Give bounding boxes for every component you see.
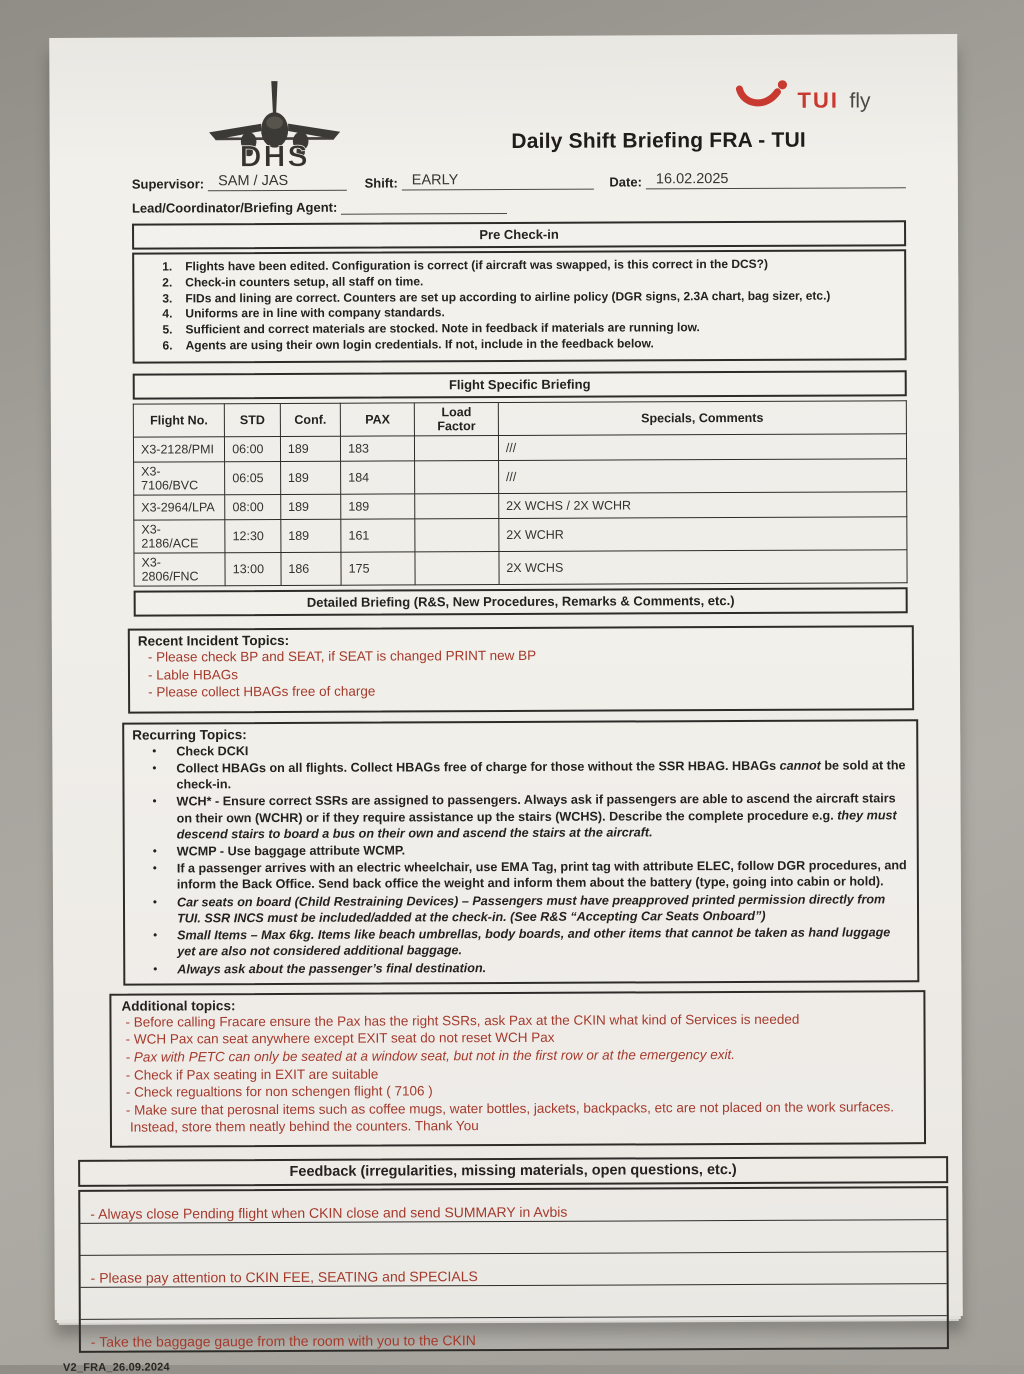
text-segment: Small Items – Max 6kg. Items like beach umbrellas, body boards, and other items that cannot be taken as hand luggage yet are also not considered additional baggage. [177,925,891,959]
bullet-icon: • [153,929,158,942]
column-header: STD [225,403,281,436]
table-cell: 175 [341,552,415,585]
additional-topic-item: - Pax with PETC can only be seated at a window seat, but not in the first row or at the emergency exit. [125,1046,735,1065]
pre-checkin-header: Pre Check-in [132,220,906,249]
table-cell: X3-2806/FNC [134,553,225,586]
feedback-row [80,1220,946,1256]
bullet-icon: • [152,845,157,858]
bullet-icon: • [152,762,157,775]
text-segment: be sold at the check-in. [176,758,906,792]
recent-incident-item: - Please check BP and SEAT, if SEAT is changed PRINT new BP [147,647,537,665]
recurring-topic-text [176,743,248,760]
table-cell: 161 [341,519,415,552]
table-cell [415,518,499,551]
recurring-topic-text [177,924,909,960]
pre-checkin-list [132,249,906,363]
pre-checkin-item-number: 2. [162,275,173,290]
table-cell: 12:30 [225,519,281,552]
table-cell [415,436,499,461]
table-cell: 189 [280,461,340,494]
pre-checkin-item [149,335,895,354]
table-cell: 2X WCHS / 2X WCHR [498,492,906,519]
feedback-row: - Always close Pending flight when CKIN close and send SUMMARY in Avbis [80,1188,946,1224]
pre-checkin-item-text: Uniforms are in line with company standards. [185,305,445,321]
dhs-logo-text: DHS [239,140,310,174]
column-header: Flight No. [133,404,224,437]
additional-topic-item: - Make sure that perosnal items such as coffee mugs, water bottles, jackets, backpacks, etc are not placed on the work surfaces. Instead, store them neatly behind the counters. Thank You [125,1098,895,1135]
recurring-topic-text [177,960,486,978]
text-segment: Check DCKI [176,743,249,759]
recurring-topics-box [122,719,919,986]
pre-checkin-item-text: Agents are using their own login credentials. If not, include in the feedback below. [185,336,654,353]
recurring-topic-item [132,740,908,760]
table-row [133,434,906,462]
briefing-sheet [49,34,963,1374]
recurring-topic-item [133,958,909,978]
text-segment: Car seats on board (Child Restraining Devices) – Passengers must have preapproved printed permission directly from TUI. SSR INCS must be included/added at the check-in. (See R&S “Accepting Car Seats Onboard”) [176,892,886,926]
recurring-topic-item [133,924,909,960]
document-header [131,78,905,174]
flight-table-header-row [133,401,906,437]
tui-logo-text: TUI [797,87,839,113]
recurring-topic-text [177,842,405,859]
table-row [134,492,907,520]
pre-checkin-item-text: Flights have been edited. Configuration is correct (if aircraft was swapped, is this correct in the DCS?) [185,256,769,274]
table-row [134,550,907,586]
recent-incident-item: - Lable HBAGs [147,666,239,683]
column-header: Conf. [280,403,340,436]
bullet-icon: • [153,896,157,909]
feedback-row: - Take the baggage gauge from the room with you to the CKIN [90,1331,476,1350]
date-label: Date: [609,174,642,190]
additional-topic-item: - Before calling Fracare ensure the Pax has the right SSRs, ask Pax at the CKIN what kind of Services is needed [125,1011,800,1030]
table-cell: 189 [341,494,415,519]
recurring-topic-item [132,757,908,793]
recurring-topic-text [177,891,909,927]
recurring-topic-text [177,791,909,843]
table-cell: /// [498,434,906,461]
feedback-header: Feedback (irregularities, missing materials, open questions, etc.) [78,1156,948,1187]
pre-checkin-item-number: 6. [162,338,173,353]
table-cell [415,461,499,494]
shift-value: EARLY [402,172,594,191]
pre-checkin-item [148,288,894,307]
additional-topic-item: - WCH Pax can seat anywhere except EXIT seat do not reset WCH Pax [125,1030,555,1048]
pre-checkin-item-number: 4. [162,306,173,321]
text-segment: they must descend stairs to board a bus on their own and ascend the stairs at the aircraft. [176,807,897,842]
recurring-topic-item [133,840,909,860]
text-segment: If a passenger arrives with an electric wheelchair, use EMA Tag, print tag with attribute ELEC, follow DGR procedures, and inform the Back Office. Send back office the weight and inform them about the battery (type, going into cabin or hold). [176,858,907,892]
additional-topic-item: - Check if Pax seating in EXIT are suitable [125,1066,379,1083]
table-cell: 183 [341,436,415,461]
additional-topics-box [109,990,926,1147]
table-cell: 189 [281,519,341,552]
recurring-topics-title: Recurring Topics: [132,726,247,743]
table-cell: 06:00 [225,436,281,461]
feedback-row [81,1284,947,1320]
table-cell: 13:00 [225,552,281,585]
supervisor-value: SAM / JAS [208,173,347,192]
pre-checkin-item-text: Sufficient and correct materials are stocked. Note in feedback if materials are running low. [185,320,700,337]
recent-incidents-box [128,625,914,713]
table-cell: X3-2964/LPA [134,495,225,520]
bullet-icon: • [153,963,158,976]
pre-checkin-item-number: 3. [162,291,173,306]
date-value: 16.02.2025 [646,170,906,189]
fly-logo-text: fly [849,89,871,113]
recurring-topic-text [177,857,909,893]
bullet-icon: • [152,795,157,808]
text-segment: cannot [779,758,821,773]
lead-value [341,212,507,215]
table-cell: /// [498,459,906,494]
text-segment: Collect HBAGs on all flights. Collect HBAGs free of charge for those without the SSR HBAG. HBAGs [176,758,780,776]
table-row [134,459,907,495]
feedback-rows [78,1186,949,1353]
additional-topics-list [121,1010,914,1136]
table-cell: 186 [281,552,341,585]
bullet-icon: • [152,862,157,875]
table-cell: 08:00 [225,494,281,519]
dhs-airplane-logo [199,79,349,189]
table-row [134,517,907,553]
form-version-footer: V2_FRA_26.09.2024 [62,1361,170,1374]
table-cell: 06:05 [225,461,281,494]
airplane-front-icon [199,79,349,184]
recent-incidents-list [138,645,904,701]
recurring-topic-item [133,857,909,893]
pre-checkin-item-number: 1. [162,259,173,274]
table-cell [415,493,499,518]
column-header: Specials, Comments [498,401,906,436]
bullet-icon: • [152,745,157,758]
table-cell: 189 [280,436,340,461]
table-cell: X3-2128/PMI [133,437,224,462]
lead-row [132,197,906,215]
supervisor-label: Supervisor: [131,176,205,192]
table-cell: X3-2186/ACE [134,520,225,553]
flight-briefing-header: Flight Specific Briefing [133,370,907,399]
recurring-topic-item [133,791,909,843]
table-cell: 2X WCHS [499,550,907,585]
detailed-briefing-header: Detailed Briefing (R&S, New Procedures, Remarks & Comments, etc.) [134,587,908,616]
recurring-topic-text [176,757,908,793]
text-segment: WCMP - Use baggage attribute WCMP. [176,843,406,859]
additional-topic-item: - Check regualtions for non schengen flight ( 7106 ) [125,1083,433,1100]
pre-checkin-item-text: Check-in counters setup, all staff on time. [185,274,424,290]
recurring-topic-item [133,891,909,927]
lead-label: Lead/Coordinator/Briefing Agent: [131,199,338,216]
column-header: Load Factor [415,403,499,436]
tui-smile-icon [739,80,787,103]
table-cell: 189 [281,494,341,519]
column-header: PAX [340,403,414,436]
recurring-topics-list [132,740,909,978]
additional-topics-title: Additional topics: [121,998,236,1014]
pre-checkin-item-number: 5. [162,322,173,337]
text-segment: Always ask about the passenger’s final destination. [177,960,487,977]
page-title: Daily Shift Briefing FRA - TUI [511,128,806,153]
sheet-content [49,34,963,1374]
recent-incident-item: - Please collect HBAGs free of charge [148,683,376,700]
pre-checkin-item-text: FIDs and lining are correct. Counters are set up according to airline policy (DGR signs, 2.3A chart, bag sizer, etc.) [185,288,831,306]
tuifly-logo [731,78,899,124]
table-cell: 184 [341,461,415,494]
recent-incidents-title: Recent Incident Topics: [137,632,290,649]
flight-table [133,400,908,586]
table-cell: 2X WCHR [499,517,907,552]
feedback-row: - Please pay attention to CKIN FEE, SEATING and SPECIALS [81,1252,947,1288]
text-segment: WCH* - Ensure correct SSRs are assigned to passengers. Always ask if passengers are able to ascend the aircraft stairs on their own (WCHR) or if they require assistance up the stairs (WCHS). Describe the complete procedure e.g. [176,791,896,825]
table-cell: X3-7106/BVC [134,462,225,495]
shift-label: Shift: [364,175,398,191]
table-cell [415,551,499,584]
